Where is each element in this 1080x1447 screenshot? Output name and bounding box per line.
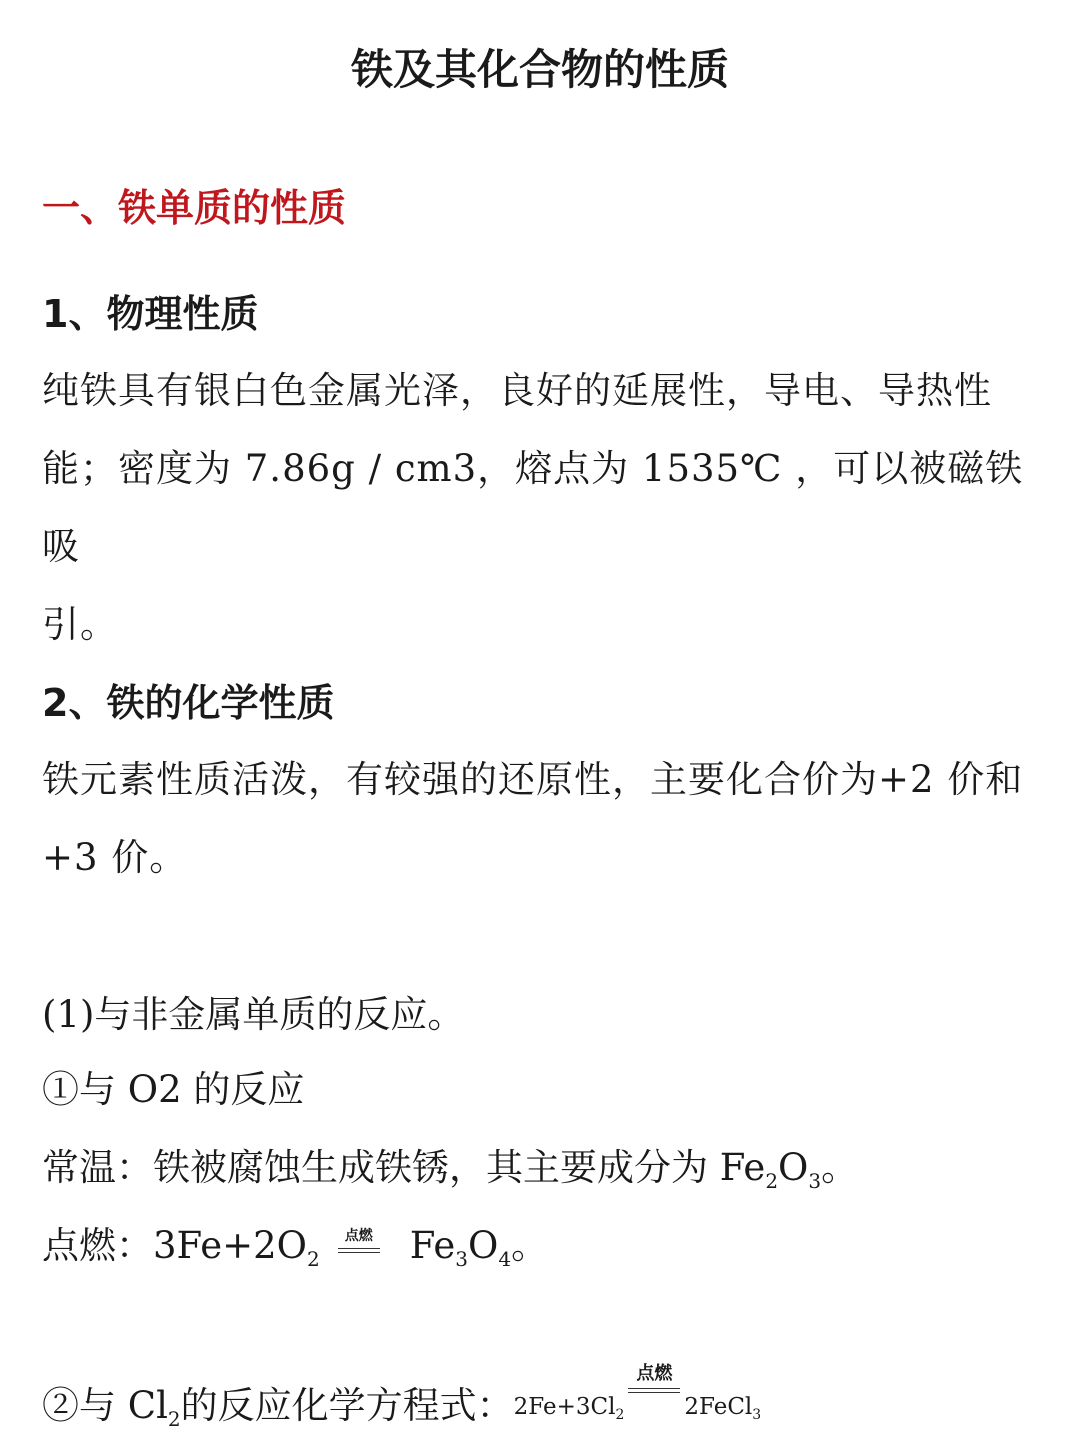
section-heading-iron-element: 一、铁单质的性质 <box>42 186 347 230</box>
subscript: 2 <box>615 1407 625 1423</box>
period: 。 <box>511 1224 549 1267</box>
period: 。 <box>821 1146 859 1189</box>
subscript: 2 <box>306 1247 320 1271</box>
chemical-properties-text <box>42 741 1042 897</box>
subscript: 2 <box>765 1169 779 1193</box>
physical-line-3: 引。 <box>42 603 118 646</box>
ignite-prefix: 点燃：3Fe+2O <box>42 1224 307 1267</box>
reaction-condition-sign <box>334 1227 384 1264</box>
ignition-equation-line <box>42 1218 548 1287</box>
physical-properties-text <box>42 352 1042 664</box>
physical-line-2: 能；密度为 7.86g / cm3，熔点为 1535℃ ，可以被磁铁吸 <box>42 447 1024 568</box>
cl2-heading-prefix: ②与 Cl <box>42 1384 168 1427</box>
subscript: 3 <box>752 1407 762 1423</box>
chemical-properties-heading: 2、铁的化学性质 <box>42 681 335 725</box>
condition-label: 点燃 <box>344 1227 373 1244</box>
product-fe: Fe <box>409 1224 456 1267</box>
cl2-reaction-line <box>42 1363 762 1447</box>
product-o: O <box>467 1224 499 1267</box>
room-temp-prefix: 常温：铁被腐蚀生成铁锈，其主要成分为 Fe <box>42 1146 766 1189</box>
subscript: 3 <box>455 1247 468 1271</box>
chemical-line-2: +3 价。 <box>42 836 188 879</box>
subscript: 4 <box>498 1247 512 1271</box>
chemical-line-1: 铁元素性质活泼，有较强的还原性，主要化合价为+2 价和 <box>42 758 1024 801</box>
equal-bar-top <box>628 1388 680 1389</box>
cl2-equation <box>513 1363 762 1423</box>
physical-properties-heading: 1、物理性质 <box>42 292 259 336</box>
nonmetal-reaction-heading: (1)与非金属单质的反应。 <box>42 993 465 1036</box>
subscript: 3 <box>808 1169 822 1193</box>
equal-bar-top <box>338 1248 380 1249</box>
reaction-condition-sign <box>626 1363 682 1412</box>
oxygen-symbol: O <box>778 1146 809 1189</box>
condition-label: 点燃 <box>636 1363 673 1384</box>
physical-line-1: 纯铁具有银白色金属光泽，良好的延展性，导电、导热性 <box>42 369 992 412</box>
cl2-heading-suffix: 的反应化学方程式： <box>180 1384 514 1427</box>
equation-left: 2Fe+3Cl <box>513 1394 616 1420</box>
o2-reaction-heading: ①与 O2 的反应 <box>42 1068 305 1111</box>
page-title: 铁及其化合物的性质 <box>350 45 729 94</box>
room-temperature-line <box>42 1140 858 1209</box>
equal-bar-bottom <box>338 1252 380 1253</box>
subscript: 2 <box>167 1407 181 1431</box>
equation-right: 2FeCl <box>684 1394 753 1420</box>
equal-bar-bottom <box>628 1392 680 1393</box>
